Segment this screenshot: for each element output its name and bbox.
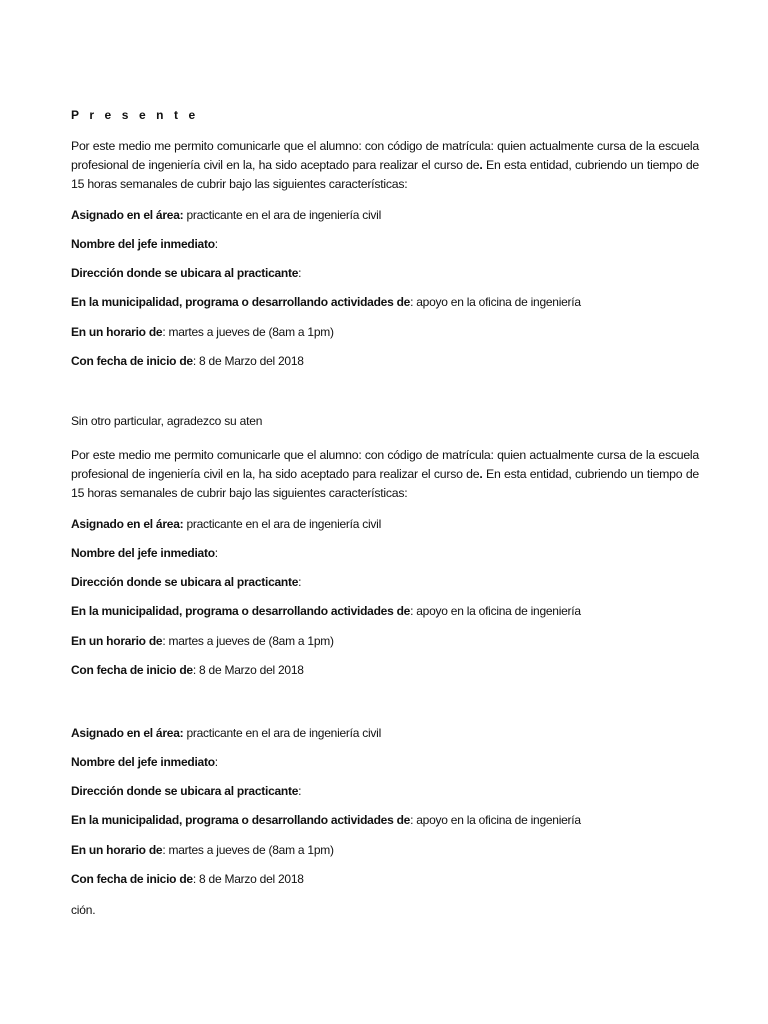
field-actividades-value: : apoyo en la oficina de ingeniería — [410, 604, 581, 618]
field-horario-value: : martes a jueves de (8am a 1pm) — [162, 843, 334, 857]
field-jefe-value: : — [214, 546, 218, 560]
field-fecha — [71, 663, 304, 678]
field-horario — [71, 325, 334, 340]
field-fecha-label: Con fecha de inicio de — [71, 354, 193, 368]
field-direccion-value: : — [298, 266, 302, 280]
field-jefe-label: Nombre del jefe inmediato — [71, 237, 215, 251]
field-jefe — [71, 546, 218, 561]
field-area-label: Asignado en el área: — [71, 726, 184, 740]
intro-paragraph — [71, 137, 699, 194]
field-area-label: Asignado en el área: — [71, 208, 184, 222]
field-fecha — [71, 354, 304, 369]
field-horario-label: En un horario de — [71, 843, 163, 857]
field-direccion — [71, 575, 301, 590]
field-jefe-value: : — [214, 755, 218, 769]
field-fecha-value: : 8 de Marzo del 2018 — [192, 872, 304, 886]
intro-text-1: Por este medio me permito comunicarle que el alumno: con código de matrícula: quien actualmente cursa de la escuela profesional de ingeniería civil en la, ha sido aceptado para realizar el curso de — [71, 448, 699, 481]
field-fecha-value: : 8 de Marzo del 2018 — [192, 663, 304, 677]
intro-text-1: Por este medio me permito comunicarle que el alumno: con código de matrícula: quien actualmente cursa de la escuela profesional de ingeniería civil en la, ha sido aceptado para realizar el curso de — [71, 139, 699, 172]
field-direccion-value: : — [298, 784, 302, 798]
field-direccion-label: Dirección donde se ubicara al practicante — [71, 266, 299, 280]
field-jefe-label: Nombre del jefe inmediato — [71, 755, 215, 769]
field-direccion — [71, 266, 301, 281]
field-fecha-value: : 8 de Marzo del 2018 — [192, 354, 304, 368]
field-direccion — [71, 784, 301, 799]
field-actividades — [71, 295, 581, 310]
field-jefe-value: : — [214, 237, 218, 251]
field-horario-value: : martes a jueves de (8am a 1pm) — [162, 325, 334, 339]
field-horario-label: En un horario de — [71, 325, 163, 339]
field-actividades-label: En la municipalidad, programa o desarrollando actividades de — [71, 604, 411, 618]
field-direccion-label: Dirección donde se ubicara al practicante — [71, 784, 299, 798]
field-jefe — [71, 755, 218, 770]
field-direccion-label: Dirección donde se ubicara al practicante — [71, 575, 299, 589]
field-actividades — [71, 604, 581, 619]
field-area-label: Asignado en el área: — [71, 517, 184, 531]
field-area — [71, 517, 381, 532]
intro-text-2: En esta entidad, cubriendo un tiempo de 15 horas semanales de cubrir bajo las siguientes características: — [71, 158, 699, 191]
field-actividades-label: En la municipalidad, programa o desarrollando actividades de — [71, 813, 411, 827]
intro-paragraph-repeat — [71, 446, 699, 503]
field-actividades — [71, 813, 581, 828]
field-actividades-value: : apoyo en la oficina de ingeniería — [410, 295, 581, 309]
field-area — [71, 726, 381, 741]
greeting: P r e s e n t e — [71, 108, 199, 122]
field-actividades-label: En la municipalidad, programa o desarrollando actividades de — [71, 295, 411, 309]
field-horario — [71, 634, 334, 649]
field-fecha — [71, 872, 304, 887]
field-horario — [71, 843, 334, 858]
field-direccion-value: : — [298, 575, 302, 589]
closing-end: ción. — [71, 903, 96, 917]
intro-text-2: En esta entidad, cubriendo un tiempo de 15 horas semanales de cubrir bajo las siguientes características: — [71, 467, 699, 500]
intro-bold-dot: . — [479, 158, 483, 172]
field-horario-label: En un horario de — [71, 634, 163, 648]
field-area — [71, 208, 381, 223]
field-jefe — [71, 237, 218, 252]
field-area-value: practicante en el ara de ingeniería civil — [183, 208, 381, 222]
field-fecha-label: Con fecha de inicio de — [71, 872, 193, 886]
field-fecha-label: Con fecha de inicio de — [71, 663, 193, 677]
field-horario-value: : martes a jueves de (8am a 1pm) — [162, 634, 334, 648]
field-area-value: practicante en el ara de ingeniería civil — [183, 517, 381, 531]
field-jefe-label: Nombre del jefe inmediato — [71, 546, 215, 560]
field-area-value: practicante en el ara de ingeniería civil — [183, 726, 381, 740]
intro-bold-dot: . — [479, 467, 483, 481]
closing-partial: Sin otro particular, agradezco su aten — [71, 414, 263, 428]
field-actividades-value: : apoyo en la oficina de ingeniería — [410, 813, 581, 827]
